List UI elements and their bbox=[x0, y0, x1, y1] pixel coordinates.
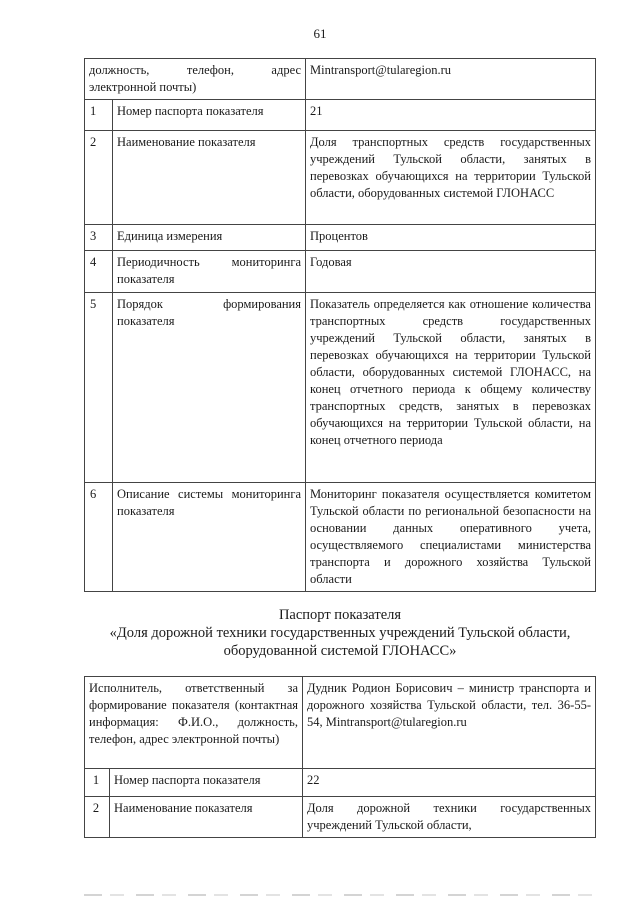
scan-artifact bbox=[84, 894, 596, 896]
table-row bbox=[85, 100, 596, 131]
row-number: 4 bbox=[85, 251, 113, 293]
table-row bbox=[85, 225, 596, 251]
row-value: 22 bbox=[303, 769, 596, 797]
contact-tail-value: Mintransport@tularegion.ru bbox=[306, 59, 596, 100]
table-row bbox=[85, 483, 596, 592]
row-value: 21 bbox=[306, 100, 596, 131]
table-row bbox=[85, 797, 596, 838]
table-row bbox=[85, 769, 596, 797]
table-row bbox=[85, 131, 596, 225]
row-value: Доля дорожной техники государственных учреждений Тульской области, bbox=[303, 797, 596, 838]
heading-line-2: «Доля дорожной техники государственных учреждений Тульской области, bbox=[109, 625, 571, 641]
row-label: Периодичность мониторинга показателя bbox=[113, 251, 306, 293]
heading-line-1: Паспорт показателя bbox=[278, 607, 402, 623]
row-label: Единица измерения bbox=[113, 225, 306, 251]
row-label: Номер паспорта показателя bbox=[110, 769, 303, 797]
page-number: 61 bbox=[313, 26, 327, 41]
table-row bbox=[85, 293, 596, 483]
row-value: Годовая bbox=[306, 251, 596, 293]
row-label: Наименование показателя bbox=[110, 797, 303, 838]
row-value: Процентов bbox=[306, 225, 596, 251]
row-value: Показатель определяется как отношение количества транспортных средств государственных учреждений Тульской области, занятых в перевозках обучающихся на территории Тульской области, оборудованных системой ГЛОНАСС, на конец отчетного периода к общему количеству транспортных средств, занятых в перевозках обучающихся на территории Тульской области, на конец отчетного периода bbox=[306, 293, 596, 483]
row-value: Мониторинг показателя осуществляется комитетом Тульской области по региональной безопасности на основании данных оперативного учета, осуществляемого специалистами министерства транспорта и дорожного хозяйства Тульской области bbox=[306, 483, 596, 592]
row-number: 2 bbox=[85, 797, 110, 838]
row-number: 3 bbox=[85, 225, 113, 251]
table-row-executor bbox=[85, 677, 596, 769]
heading-line-3: оборудованной системой ГЛОНАСС» bbox=[223, 643, 457, 659]
row-number: 5 bbox=[85, 293, 113, 483]
row-label: Наименование показателя bbox=[113, 131, 306, 225]
row-number: 2 bbox=[85, 131, 113, 225]
contact-tail-label: должность, телефон, адрес электронной почты) bbox=[85, 59, 306, 100]
passport-heading bbox=[84, 606, 596, 660]
executor-value: Дудник Родион Борисович – министр транспорта и дорожного хозяйства Тульской области, тел. 36-55-54, Mintransport@tularegion.ru bbox=[303, 677, 596, 769]
row-value: Доля транспортных средств государственных учреждений Тульской области, занятых в перевозках обучающихся на территории Тульской области, оборудованных системой ГЛОНАСС bbox=[306, 131, 596, 225]
row-number: 1 bbox=[85, 100, 113, 131]
table-row-contact-tail bbox=[85, 59, 596, 100]
row-label: Порядок формирования показателя bbox=[113, 293, 306, 483]
executor-label: Исполнитель, ответственный за формирование показателя (контактная информация: Ф.И.О., должность, телефон, адрес электронной почты) bbox=[85, 677, 303, 769]
row-number: 1 bbox=[85, 769, 110, 797]
row-label: Номер паспорта показателя bbox=[113, 100, 306, 131]
passport-table-22 bbox=[84, 676, 596, 838]
passport-table-21 bbox=[84, 58, 596, 592]
table-row bbox=[85, 251, 596, 293]
row-number: 6 bbox=[85, 483, 113, 592]
row-label: Описание системы мониторинга показателя bbox=[113, 483, 306, 592]
